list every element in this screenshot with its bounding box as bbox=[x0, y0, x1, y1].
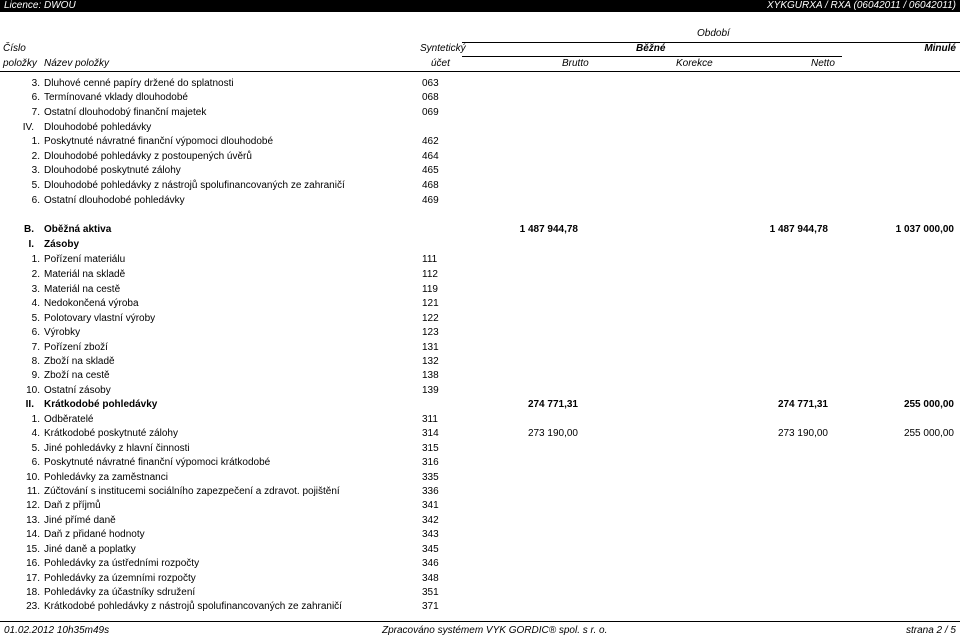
row-number: 1. bbox=[31, 414, 40, 425]
row-label: Jiné daně a poplatky bbox=[44, 544, 136, 555]
header-divider-mid bbox=[462, 56, 842, 57]
row-account: 119 bbox=[422, 284, 438, 295]
row-label: Ostatní zásoby bbox=[44, 385, 111, 396]
row-brutto: 274 771,31 bbox=[527, 399, 578, 410]
row-account: 121 bbox=[422, 298, 439, 309]
row-number: 7. bbox=[31, 107, 40, 118]
row-account: 348 bbox=[422, 573, 439, 584]
row-label: Dlouhodobé pohledávky z postoupených úvěrů bbox=[44, 151, 252, 162]
row-account: 465 bbox=[422, 165, 439, 176]
row-account: 112 bbox=[422, 269, 438, 280]
row-number: 16. bbox=[26, 558, 40, 569]
row-account: 336 bbox=[422, 486, 439, 497]
row-account: 316 bbox=[422, 457, 439, 468]
row-label: Krátkodobé pohledávky bbox=[44, 399, 158, 410]
table-row bbox=[0, 485, 960, 499]
row-label: Dluhové cenné papíry držené do splatnosti bbox=[44, 78, 234, 89]
table-row bbox=[0, 179, 960, 193]
row-brutto: 273 190,00 bbox=[527, 428, 578, 439]
table-row bbox=[0, 135, 960, 149]
row-account: 314 bbox=[422, 428, 439, 439]
row-number: 9. bbox=[31, 370, 40, 381]
row-label: Nedokončená výroba bbox=[44, 298, 139, 309]
row-number: 6. bbox=[31, 92, 40, 103]
row-number: 23. bbox=[26, 601, 40, 612]
row-number: I. bbox=[28, 239, 34, 250]
row-account: 468 bbox=[422, 180, 439, 191]
row-account: 111 bbox=[422, 254, 438, 265]
table-row bbox=[0, 471, 960, 485]
table-row bbox=[0, 253, 960, 267]
row-netto: 1 487 944,78 bbox=[769, 224, 828, 235]
table-row bbox=[0, 326, 960, 340]
row-account: 123 bbox=[422, 327, 439, 338]
table-header bbox=[0, 24, 960, 70]
row-account: 132 bbox=[422, 356, 439, 367]
row-account: 122 bbox=[422, 313, 439, 324]
table-row bbox=[0, 413, 960, 427]
table-row bbox=[0, 456, 960, 470]
row-number: 2. bbox=[31, 269, 40, 280]
footer-timestamp: 01.02.2012 10h35m49s bbox=[4, 625, 110, 636]
header-nazev: Název položky bbox=[44, 58, 110, 69]
table-row bbox=[0, 121, 960, 135]
table-row bbox=[0, 355, 960, 369]
header-synteticky: Syntetický bbox=[420, 43, 466, 54]
footer-system: Zpracováno systémem VYK GORDIC® spol. s r. o. bbox=[382, 625, 608, 636]
table-row bbox=[0, 499, 960, 513]
row-number: 10. bbox=[26, 385, 40, 396]
row-number: 2. bbox=[31, 151, 40, 162]
row-account: 341 bbox=[422, 500, 439, 511]
row-number: 3. bbox=[31, 165, 40, 176]
row-label: Pořízení materiálu bbox=[44, 254, 126, 265]
table-row bbox=[0, 223, 960, 237]
row-label: Dlouhodobé poskytnuté zálohy bbox=[44, 165, 181, 176]
row-label: Výrobky bbox=[44, 327, 81, 338]
table-row bbox=[0, 268, 960, 282]
row-account: 311 bbox=[422, 414, 438, 425]
row-account: 462 bbox=[422, 136, 439, 147]
row-netto: 274 771,31 bbox=[777, 399, 828, 410]
page-footer bbox=[0, 622, 960, 637]
row-label: Zboží na skladě bbox=[44, 356, 115, 367]
table-row bbox=[0, 543, 960, 557]
row-label: Pohledávky za územními rozpočty bbox=[44, 573, 196, 584]
row-number: 13. bbox=[26, 515, 40, 526]
footer-page: strana 2 / 5 bbox=[905, 625, 956, 636]
table-row bbox=[0, 442, 960, 456]
header-obdobi: Období bbox=[697, 28, 730, 39]
header-ucet: účet bbox=[431, 58, 450, 69]
row-number: 14. bbox=[26, 529, 40, 540]
row-account: 469 bbox=[422, 195, 439, 206]
license-text: Licence: DWOU bbox=[4, 0, 76, 11]
row-label: Jiné pohledávky z hlavní činnosti bbox=[44, 443, 190, 454]
row-label: Daň z příjmů bbox=[44, 500, 101, 511]
row-number: 5. bbox=[31, 443, 40, 454]
row-account: 342 bbox=[422, 515, 439, 526]
row-number: II. bbox=[25, 399, 34, 410]
row-account: 371 bbox=[422, 601, 439, 612]
row-account: 138 bbox=[422, 370, 439, 381]
table-row bbox=[0, 297, 960, 311]
table-row bbox=[0, 194, 960, 208]
header-polozky: položky bbox=[3, 58, 37, 69]
row-number: 4. bbox=[31, 298, 40, 309]
row-account: 069 bbox=[422, 107, 439, 118]
row-account: 131 bbox=[422, 342, 439, 353]
row-account: 063 bbox=[422, 78, 439, 89]
row-label: Polotovary vlastní výroby bbox=[44, 313, 156, 324]
row-label: Zásoby bbox=[44, 239, 80, 250]
row-account: 315 bbox=[422, 443, 439, 454]
row-number: 17. bbox=[26, 573, 40, 584]
row-account: 068 bbox=[422, 92, 439, 103]
row-label: Zúčtování s institucemi sociálního zapezpečení a zdravot. pojištění bbox=[44, 486, 340, 497]
row-number: IV. bbox=[22, 122, 34, 133]
row-number: 5. bbox=[31, 313, 40, 324]
row-label: Dlouhodobé pohledávky bbox=[44, 122, 152, 133]
row-label: Poskytnuté návratné finanční výpomoci dlouhodobé bbox=[44, 136, 274, 147]
row-number: 3. bbox=[31, 284, 40, 295]
row-label: Daň z přidané hodnoty bbox=[44, 529, 145, 540]
row-label: Poskytnuté návratné finanční výpomoci krátkodobé bbox=[44, 457, 271, 468]
report-id: XYKGURXA / RXA (06042011 / 06042011) bbox=[767, 0, 956, 11]
row-label: Ostatní dlouhodobé pohledávky bbox=[44, 195, 185, 206]
row-number: 3. bbox=[31, 78, 40, 89]
row-label: Pořízení zboží bbox=[44, 342, 108, 353]
table-row bbox=[0, 600, 960, 614]
table-row bbox=[0, 164, 960, 178]
row-label: Pohledávky za účastníky sdružení bbox=[44, 587, 196, 598]
header-korekce: Korekce bbox=[676, 58, 713, 69]
row-label: Oběžná aktiva bbox=[44, 224, 112, 235]
row-account: 464 bbox=[422, 151, 439, 162]
header-bezne: Běžné bbox=[636, 43, 666, 54]
row-number: B. bbox=[24, 224, 34, 235]
row-number: 6. bbox=[31, 327, 40, 338]
row-account: 351 bbox=[422, 587, 439, 598]
table-row bbox=[0, 572, 960, 586]
header-brutto: Brutto bbox=[562, 58, 589, 69]
row-label: Ostatní dlouhodobý finanční majetek bbox=[44, 107, 207, 118]
table-row bbox=[0, 283, 960, 297]
row-account: 346 bbox=[422, 558, 439, 569]
row-label: Zboží na cestě bbox=[44, 370, 110, 381]
table-row bbox=[0, 514, 960, 528]
row-minule: 1 037 000,00 bbox=[895, 224, 954, 235]
header-divider-top bbox=[462, 42, 960, 43]
table-row bbox=[0, 312, 960, 326]
row-number: 15. bbox=[26, 544, 40, 555]
header-cislo: Číslo bbox=[3, 43, 26, 54]
header-netto: Netto bbox=[811, 58, 835, 69]
table-row bbox=[0, 238, 960, 252]
row-minule: 255 000,00 bbox=[903, 428, 954, 439]
row-netto: 273 190,00 bbox=[777, 428, 828, 439]
row-number: 1. bbox=[31, 136, 40, 147]
row-number: 6. bbox=[31, 457, 40, 468]
row-number: 4. bbox=[31, 428, 40, 439]
header-divider-bottom bbox=[0, 71, 960, 72]
table-row bbox=[0, 91, 960, 105]
table-row bbox=[0, 528, 960, 542]
row-number: 5. bbox=[31, 180, 40, 191]
row-label: Krátkodobé poskytnuté zálohy bbox=[44, 428, 178, 439]
row-account: 335 bbox=[422, 472, 439, 483]
row-number: 1. bbox=[31, 254, 40, 265]
row-label: Krátkodobé pohledávky z nástrojů spolufinancovaných ze zahraničí bbox=[44, 601, 342, 612]
table-row bbox=[0, 586, 960, 600]
row-label: Materiál na cestě bbox=[44, 284, 121, 295]
table-row bbox=[0, 398, 960, 412]
row-label: Jiné přímé daně bbox=[44, 515, 116, 526]
row-account: 343 bbox=[422, 529, 439, 540]
table-row bbox=[0, 384, 960, 398]
table-row bbox=[0, 77, 960, 91]
table-row bbox=[0, 150, 960, 164]
row-account: 139 bbox=[422, 385, 439, 396]
row-label: Pohledávky za ústředními rozpočty bbox=[44, 558, 200, 569]
table-row bbox=[0, 369, 960, 383]
table-row bbox=[0, 106, 960, 120]
row-minule: 255 000,00 bbox=[903, 399, 954, 410]
header-minule: Minulé bbox=[924, 43, 956, 54]
row-number: 18. bbox=[26, 587, 40, 598]
row-label: Odběratelé bbox=[44, 414, 94, 425]
row-number: 7. bbox=[31, 342, 40, 353]
row-number: 12. bbox=[26, 500, 40, 511]
row-number: 6. bbox=[31, 195, 40, 206]
table-row bbox=[0, 557, 960, 571]
license-bar bbox=[0, 0, 960, 12]
row-brutto: 1 487 944,78 bbox=[519, 224, 578, 235]
row-label: Materiál na skladě bbox=[44, 269, 126, 280]
row-number: 10. bbox=[26, 472, 40, 483]
row-label: Pohledávky za zaměstnanci bbox=[44, 472, 168, 483]
row-number: 8. bbox=[31, 356, 40, 367]
row-account: 345 bbox=[422, 544, 439, 555]
row-label: Dlouhodobé pohledávky z nástrojů spolufinancovaných ze zahraničí bbox=[44, 180, 345, 191]
table-row bbox=[0, 341, 960, 355]
table-row bbox=[0, 427, 960, 441]
row-number: 11. bbox=[26, 486, 40, 497]
row-label: Termínované vklady dlouhodobé bbox=[44, 92, 188, 103]
